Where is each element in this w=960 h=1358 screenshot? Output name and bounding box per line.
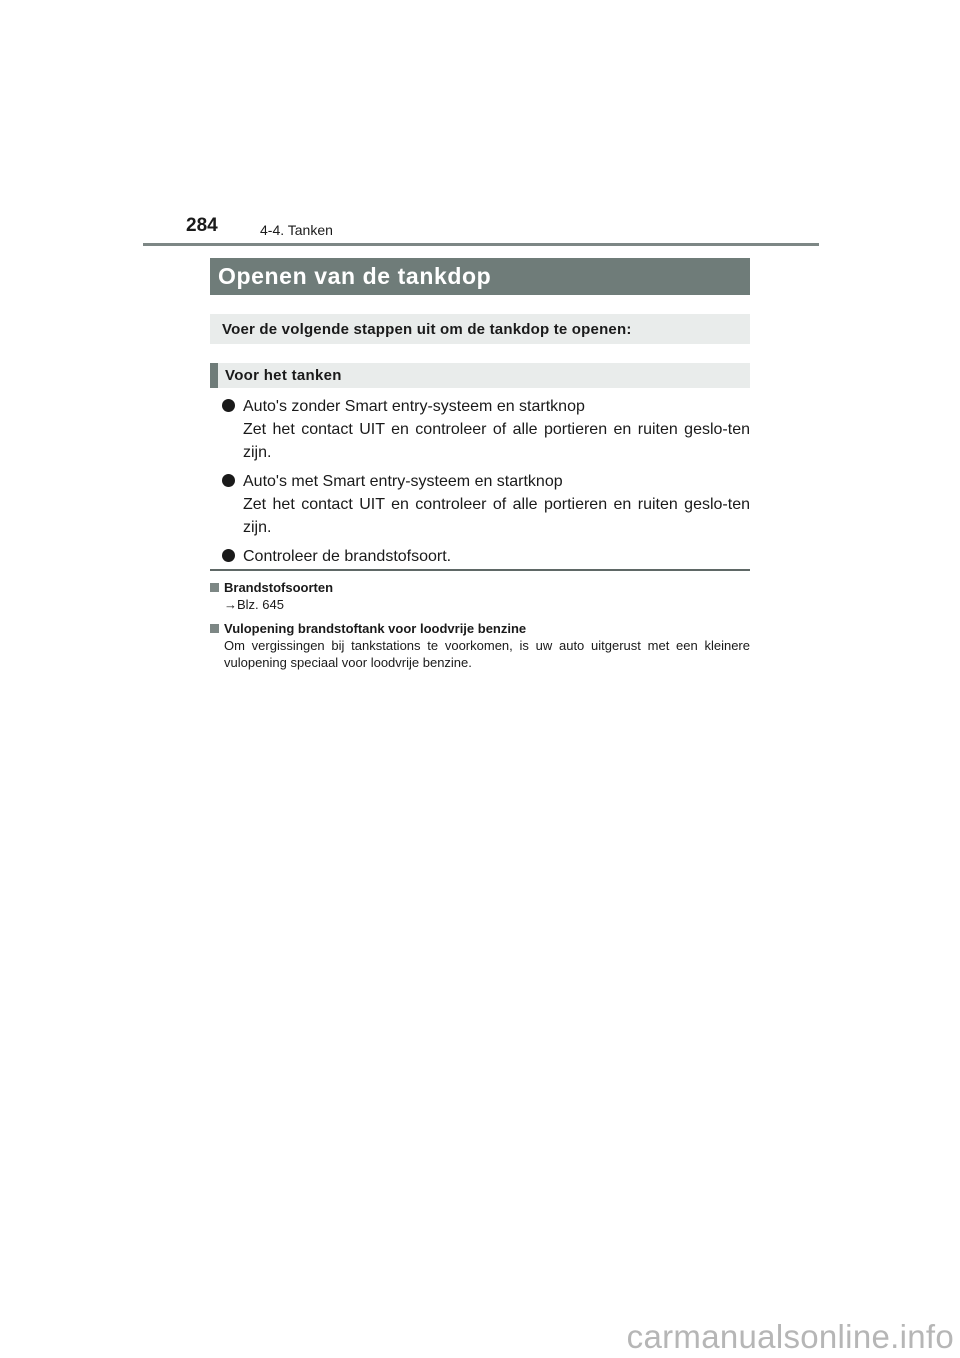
bullet-title: Controleer de brandstofsoort. bbox=[243, 548, 452, 565]
note bbox=[210, 579, 750, 613]
notes bbox=[210, 579, 750, 671]
list-item bbox=[222, 546, 750, 568]
note-heading: Brandstofsoorten bbox=[224, 580, 334, 595]
note-heading-row bbox=[210, 579, 750, 596]
section-breadcrumb: 4-4. Tanken bbox=[260, 222, 333, 238]
subheading: Voor het tanken bbox=[210, 363, 750, 388]
note-heading: Vulopening brandstoftank voor loodvrije benzine bbox=[224, 621, 527, 636]
page-reference: →Blz. 645 bbox=[224, 597, 284, 612]
bullet-icon bbox=[222, 474, 235, 487]
bullet-body: Zet het contact UIT en controleer of alle portieren en ruiten geslo-ten zijn. bbox=[243, 496, 750, 536]
bullet-icon bbox=[222, 399, 235, 412]
section-divider bbox=[210, 569, 750, 571]
bullet-title: Auto's zonder Smart entry-systeem en startknop bbox=[243, 398, 585, 415]
bullet-list bbox=[222, 396, 750, 575]
bullet-title: Auto's met Smart entry-systeem en startknop bbox=[243, 473, 563, 490]
bullet-icon bbox=[222, 549, 235, 562]
note-heading-row bbox=[210, 620, 750, 637]
watermark: carmanualsonline.info bbox=[626, 1318, 954, 1355]
page-number: 284 bbox=[186, 215, 218, 236]
intro-text: Voer de volgende stappen uit om de tankdop te openen: bbox=[210, 314, 750, 344]
page-title-bar bbox=[210, 258, 750, 295]
list-item bbox=[222, 396, 750, 464]
bullet-body: Zet het contact UIT en controleer of alle portieren en ruiten geslo-ten zijn. bbox=[243, 421, 750, 461]
list-item bbox=[222, 471, 750, 539]
header-divider bbox=[143, 243, 819, 246]
note-body: Om vergissingen bij tankstations te voorkomen, is uw auto uitgerust met een kleinere vulopening speciaal voor loodvrije benzine. bbox=[224, 638, 750, 670]
page-title: Openen van de tankdop bbox=[218, 263, 492, 289]
square-bullet-icon bbox=[210, 583, 219, 592]
square-bullet-icon bbox=[210, 624, 219, 633]
note bbox=[210, 620, 750, 671]
